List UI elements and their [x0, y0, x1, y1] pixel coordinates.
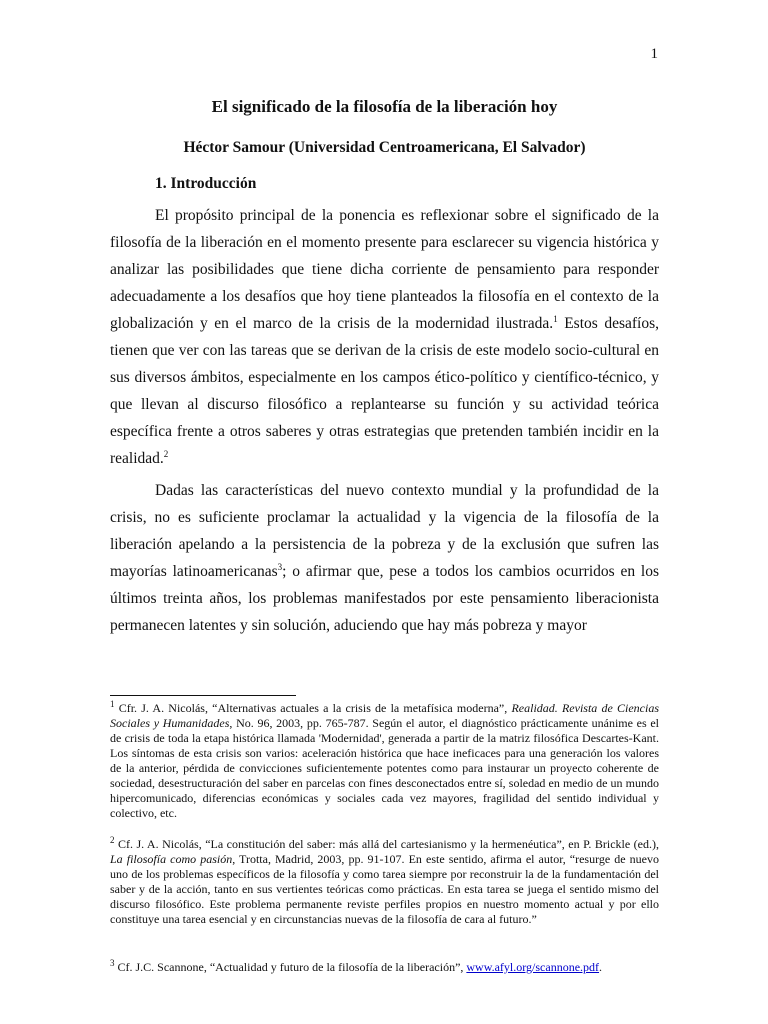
footnote-3 [110, 960, 659, 975]
footnote-text: , Trotta, Madrid, 2003, pp. 91-107. En este sentido, afirma el autor, “resurge de nuevo uno de los problemas específicos de la filosofía y como tarea siempre por reconstruir la de la fundamentación del saber y de la acción, tanto en sus vertientes teóricas como prácticas. En esta tarea se juega el sentido mismo del discurso filosófico. Este problema permanente reviste perfiles propios en nuestro momento actual y por ello constituye una tarea esencial y en circunstancias nuevas de la filosofía de cara al futuro.” [110, 852, 659, 926]
footnote-text: Cfr. J. A. Nicolás, “Alternativas actuales a la crisis de la metafísica moderna”, [114, 701, 512, 715]
section-heading: 1. Introducción [155, 175, 257, 192]
footnote-reference-1[interactable]: 1 [553, 313, 558, 324]
footnote-reference-2[interactable]: 2 [163, 448, 169, 459]
footnote-2 [110, 837, 659, 927]
document-title: El significado de la filosofía de la liberación hoy [211, 97, 558, 116]
body-paragraph-2 [110, 477, 659, 639]
footnote-text: . [599, 960, 603, 974]
paragraph-text: El propósito principal de la ponencia es reflexionar sobre el significado de la filosofía de la liberación en el momento presente para esclarecer su vigencia histórica y analizar las posibilidades que tiene dicha corriente de pensamiento para responder adecuadamente a los desafíos que hoy tiene planteados la filosofía en el contexto de la globalización y en el marco de la crisis de la modernidad ilustrada. [110, 207, 659, 332]
footnote-marker: 3 [110, 958, 115, 968]
footnote-text: Cf. J. A. Nicolás, “La constitución del saber: más allá del cartesianismo y la hermenéutica”, en P. Brickle (ed.), [114, 837, 659, 851]
paragraph-text: Dadas las características del nuevo contexto mundial y la profundidad de la crisis, no es suficiente proclamar la actualidad y la vigencia de la filosofía de la liberación apelando a la persistencia de la pobreza y de la exclusión que sufren las mayorías latinoamericanas [110, 482, 659, 580]
paragraph-text: ; o afirmar que, pese a todos los cambios ocurridos en los últimos treinta años, los problemas manifestados por este pensamiento liberacionista permanecen latentes y sin solución, aduciendo que hay más pobreza y mayor [110, 563, 659, 634]
footnote-1 [110, 701, 659, 821]
footnote-url-link[interactable]: www.afyl.org/scannone.pdf [466, 960, 600, 974]
footnote-citation-title: La filosofía como pasión [110, 852, 233, 866]
footnote-citation-title: Realidad. Revista de Ciencias Sociales y Humanidades [110, 701, 660, 730]
footnote-marker: 1 [110, 699, 115, 709]
body-paragraph-1 [110, 202, 659, 472]
author-affiliation: Héctor Samour (Universidad Centroamericana, El Salvador) [183, 139, 586, 156]
footnote-text: Cf. J.C. Scannone, “Actualidad y futuro de la filosofía de la liberación”, [114, 960, 467, 974]
paragraph-text: Estos desafíos, tienen que ver con las tareas que se derivan de la crisis de este modelo socio-cultural en sus diversos ámbitos, especialmente en los campos ético-político y científico-técnico, y que llevan al discurso filosófico a replantearse su función y su actividad teórica específica frente a otros saberes y otras estrategias que pretenden también incidir en la realidad. [110, 315, 659, 467]
footnote-text: , No. 96, 2003, pp. 765-787. Según el autor, el diagnóstico prácticamente unánime es el de crisis de toda la etapa histórica llamada 'Modernidad', generada a partir de la matriz filosófica Descartes-Kant. Los síntomas de esta crisis son varios: aceleración histórica que hace ineficaces para una generación los valores de la anterior, pérdida de convicciones suficientemente potentes como para instaurar un proyecto coherente de sociedad, desestructuración del saber en parcelas con fines desconectados entre sí, soledad en medio de un mundo hipercomunicado, diferencias económicas y sociales cada vez mayores, fragilidad del sentido individual y colectivo, etc. [110, 716, 659, 820]
footnote-marker: 2 [110, 835, 115, 845]
page-number: 1 [650, 46, 658, 62]
footnote-separator [110, 695, 296, 696]
footnote-reference-3[interactable]: 3 [277, 561, 283, 572]
